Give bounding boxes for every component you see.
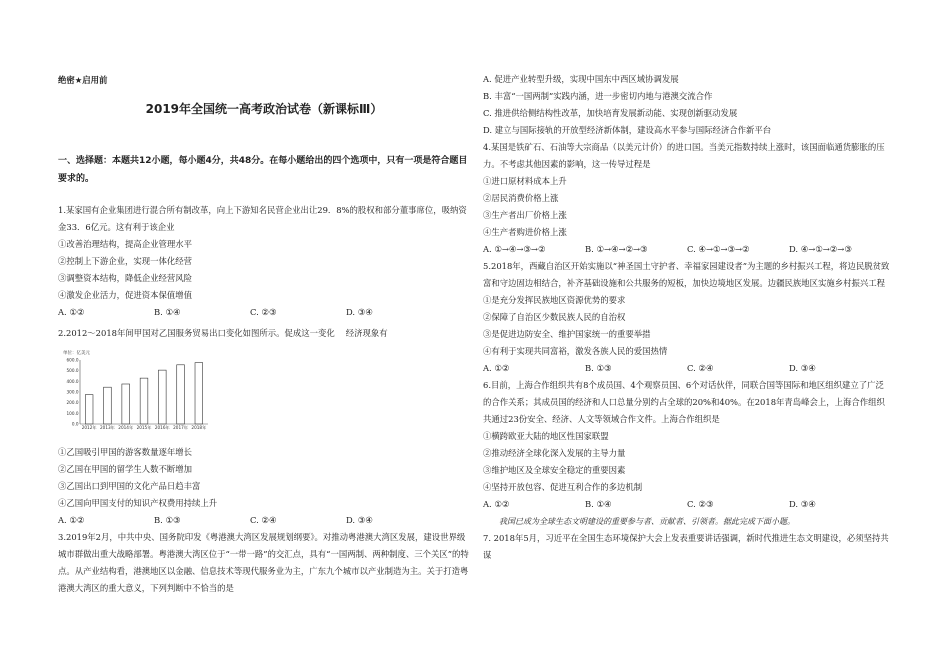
- option-a: A. ①②: [58, 307, 85, 317]
- x-tick-label: 2017年: [173, 425, 189, 430]
- question-item: ②居民消费价格上涨: [483, 193, 559, 203]
- section-heading: 一、选择题：本题共12小题，每小题4分，共48分。在每小题给出的四个选项中，只有一项是符合题目要求的。: [58, 156, 468, 184]
- option-c: C. ②③: [250, 307, 277, 317]
- option-b: B. ①→④→②→③: [585, 244, 648, 254]
- question-stem: 2.2012～2018年间甲国对乙国服务贸易出口变化如图所示。促成这一变化 经济现象有: [58, 328, 388, 338]
- answer-options: [483, 360, 891, 377]
- question-item: ③乙国出口到甲国的文化产品日趋丰富: [58, 481, 201, 491]
- question-option: A. 促进产业转型升级，实现中国东中西区域协调发展: [483, 74, 679, 84]
- question-item: ③维护地区及全球安全稳定的重要因素: [483, 465, 626, 475]
- question-2: [58, 325, 470, 529]
- question-item: ②控制上下游企业，实现一体化经营: [58, 256, 192, 266]
- page-title: 2019年全国统一高考政治试卷（新课标Ⅲ）: [145, 102, 383, 116]
- option-a: A. ①②: [58, 515, 85, 525]
- y-tick-label: 300.0: [66, 389, 79, 395]
- option-c: C. ②④: [687, 363, 714, 373]
- bar: [177, 365, 185, 424]
- option-c: C. ②④: [250, 515, 277, 525]
- question-item: ②推动经济全球化深入发展的主导力量: [483, 448, 626, 458]
- x-tick-label: 2018年: [191, 425, 207, 430]
- option-d: D. ③④: [346, 515, 373, 525]
- question-stem: 3.2019年2月，中共中央、国务院印发《粤港澳大湾区发展规划纲要》。对推动粤港澳大湾区发展，建设世界级城市群做出重大战略部署。粤港澳大湾区位于“一带一路”的交汇点，具有“一国两制、两种制度、三个关区”的特点。从产业结构看，港澳地区以金融、信息技术等现代服务业为主，广东九个城市以产业制造为主。关于打造粤港澳大湾区的重大意义，下列判断中不恰当的是: [58, 532, 469, 593]
- y-tick-label: 400.0: [66, 378, 79, 384]
- option-c: C. ④→①→③→②: [687, 244, 750, 254]
- question-item: ③生产者出厂价格上涨: [483, 210, 567, 220]
- question-item: ③是促进边防安全、维护国家统一的重要举措: [483, 329, 651, 339]
- question-item: ④有利于实现共同富裕，激发各族人民的爱国热情: [483, 346, 668, 356]
- option-b: B. ①④: [154, 307, 181, 317]
- option-d: D. ③④: [789, 499, 816, 509]
- question-item: ④坚持开放包容、促进互利合作的多边机制: [483, 482, 643, 492]
- question-item: ①横跨欧亚大陆的地区性国家联盟: [483, 431, 609, 441]
- y-tick-label: 100.0: [66, 410, 79, 416]
- x-tick-label: 2012年: [81, 425, 97, 430]
- bar: [122, 384, 130, 424]
- left-column: [58, 72, 470, 597]
- question-item: ④乙国向甲国支付的知识产权费用持续上升: [58, 498, 218, 508]
- y-tick-label: 200.0: [66, 400, 79, 406]
- question-item: ④激发企业活力，促进资本保值增值: [58, 290, 192, 300]
- question-6: [483, 377, 891, 513]
- question-stem: 1.某家国有企业集团进行混合所有制改革，向上下游知名民营企业出让29．8%的股权和部分董事席位，吸纳资金33．6亿元。这有利于该企业: [58, 205, 467, 232]
- question-3-stem: [58, 529, 470, 597]
- question-stem: 4.某国是铁矿石、石油等大宗商品（以美元计价）的进口国。当美元指数持续上涨时，该国面临通货膨胀的压力。不考虑其他因素的影响，这一传导过程是: [483, 142, 885, 169]
- option-b: B. ①③: [154, 515, 181, 525]
- y-tick-label: 0.0: [71, 421, 79, 427]
- option-d: D. ④→①→②→③: [789, 244, 852, 254]
- option-b: B. ①③: [585, 363, 612, 373]
- right-column: [483, 72, 891, 560]
- question-item: ①改善治理结构，提高企业管理水平: [58, 239, 192, 249]
- export-bar-chart: [60, 346, 210, 434]
- option-a: A. ①②: [483, 363, 510, 373]
- bar: [140, 378, 148, 424]
- option-d: D. ③④: [346, 307, 373, 317]
- option-b: B. ①④: [585, 499, 612, 509]
- answer-options: [483, 496, 891, 513]
- question-1: [58, 202, 470, 321]
- bar: [195, 363, 203, 424]
- question-item: ②乙国在甲国的留学生人数不断增加: [58, 464, 192, 474]
- question-item: ③调整资本结构，降低企业经营风险: [58, 273, 192, 283]
- bar: [104, 387, 112, 424]
- x-tick-label: 2014年: [118, 425, 134, 430]
- x-tick-label: 2016年: [154, 425, 170, 430]
- question-option: D. 建立与国际接轨的开放型经济新体制，建设高水平参与国际经济合作新平台: [483, 125, 772, 135]
- chart-unit-label: 单位：亿美元: [63, 351, 90, 356]
- option-a: A. ①→④→③→②: [483, 244, 546, 254]
- x-tick-label: 2013年: [99, 425, 115, 430]
- option-a: A. ①②: [483, 499, 510, 509]
- question-5: [483, 258, 891, 377]
- question-option: C. 推进供给侧结构性改革，加快培育发展新动能、实现创新驱动发展: [483, 108, 738, 118]
- question-option: B. 丰富“一国两制”实践内涵，进一步密切内地与港澳交流合作: [483, 91, 713, 101]
- question-item: ④生产者购进价格上涨: [483, 227, 567, 237]
- question-item: ①乙国吸引甲国的游客数量逐年增长: [58, 447, 192, 457]
- question-item: ②保障了自治区少数民族人民的自治权: [483, 312, 626, 322]
- question-7-stem: 7. 2018年5月，习近平在全国生态环境保护大会上发表重要讲话强调，新时代推进生态文明建设，必须坚持共谋: [483, 533, 889, 560]
- question-stem: 6.目前，上海合作组织共有8个成员国、4个观察员国、6个对话伙伴，同联合国等国际和地区组织建立了广泛的合作关系；其成员国的经济和人口总量分别约占全球的20%和40%。在2018年青岛峰会上，上海合作组织共通过23份安全、经济、人文等领域合作文件。上海合作组织是: [483, 380, 885, 424]
- question-item: ①是充分发挥民族地区资源优势的要求: [483, 295, 626, 305]
- bar: [85, 395, 93, 424]
- group-note: 我国已成为全球生态文明建设的重要参与者、贡献者、引领者。据此完成下面小题。: [499, 517, 795, 526]
- question-3-options: [483, 71, 891, 139]
- bar: [158, 370, 166, 424]
- question-item: ①进口原材料成本上升: [483, 176, 567, 186]
- option-d: D. ③④: [789, 363, 816, 373]
- answer-options: [58, 512, 470, 529]
- question-4: [483, 139, 891, 258]
- answer-options: [58, 304, 470, 321]
- option-c: C. ②③: [687, 499, 714, 509]
- x-tick-label: 2015年: [136, 425, 152, 430]
- y-tick-label: 600.0: [66, 357, 79, 363]
- y-tick-label: 500.0: [66, 368, 79, 374]
- question-stem: 5.2018年，西藏自治区开始实施以“神圣国土守护者、幸福家园建设者”为主题的乡村振兴工程，将边民脱贫致富和守边固边相结合，补齐基础设施和公共服务的短板，加快边境地区发展。边疆民族地区实施乡村振兴工程: [483, 261, 890, 288]
- answer-options: [483, 241, 891, 258]
- secret-label: 绝密★启用前: [58, 75, 108, 85]
